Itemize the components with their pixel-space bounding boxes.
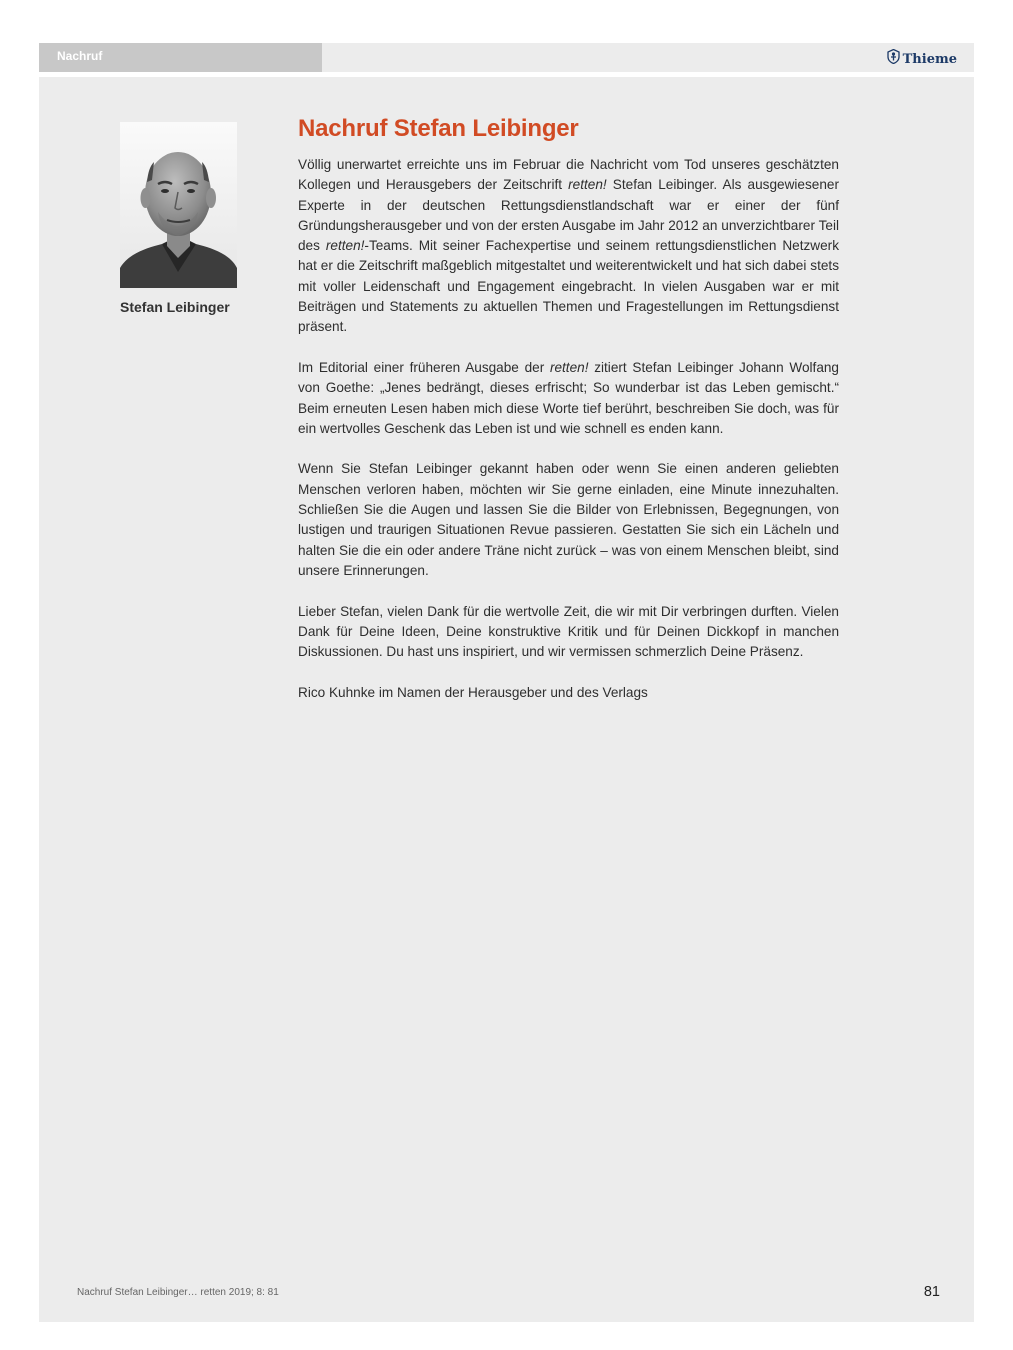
publisher-name: Thieme bbox=[902, 51, 957, 67]
thieme-logo-icon bbox=[887, 49, 900, 69]
article-page bbox=[39, 77, 974, 1322]
journal-name: retten! bbox=[325, 238, 365, 254]
page-number: 81 bbox=[923, 1284, 940, 1300]
article-body bbox=[298, 155, 839, 723]
photo-caption: Stefan Leibinger bbox=[120, 299, 230, 315]
section-label: Nachruf bbox=[39, 43, 322, 72]
paragraph: Wenn Sie Stefan Leibinger gekannt haben oder wenn Sie einen anderen geliebten Menschen verloren haben, möchten wir Sie gerne einladen, eine Minute innezuhalten. Schließen Sie die Augen und lassen Sie die Bilder von Erlebnissen, Begegnungen, von lustigen und traurigen Situationen Revue passieren. Gestatten Sie sich ein Lächeln und halten Sie die ein oder andere Träne nicht zurück – was von einem Menschen bleibt, sind unsere Erinnerungen. bbox=[298, 461, 839, 578]
journal-name: retten! bbox=[568, 177, 607, 193]
paragraph: Lieber Stefan, vielen Dank für die wertvolle Zeit, die wir mit Dir verbringen durften. Vielen Dank für Deine Ideen, Deine konstruktive Kritik und für Deinen Dickkopf in manchen Diskussionen. Du hast uns inspiriert, und wir vermissen schmerzlich Deine Präsenz. bbox=[298, 603, 839, 660]
article-title: Nachruf Stefan Leibinger bbox=[298, 115, 579, 142]
footer-citation: Nachruf Stefan Leibinger… retten 2019; 8: 81 bbox=[77, 1287, 279, 1298]
header-bar bbox=[39, 43, 974, 72]
journal-name: retten! bbox=[549, 359, 589, 375]
publisher-brand[interactable] bbox=[887, 49, 957, 69]
paragraph: Im Editorial einer früheren Ausgabe der retten! zitiert Stefan Leibinger Johann Wolfang von Goethe: „Jenes bedrängt, dieses erfrischt; So wunderbar ist das Leben gemischt.“ Beim erneuten Lesen haben mich diese Worte tief berührt, beschreiben Sie doch, was für ein wertvolles Geschenk das Leben ist und wie schnell es enden kann. bbox=[298, 359, 839, 436]
signature: Rico Kuhnke im Namen der Herausgeber und des Verlags bbox=[298, 684, 648, 700]
portrait-photo bbox=[120, 122, 237, 288]
paragraph: Völlig unerwartet erreichte uns im Februar die Nachricht vom Tod unseres geschätzten Kollegen und Herausgebers der Zeitschrift retten! Stefan Leibinger. Als ausgewiesener Experte in der deutschen Rettungsdienstlandschaft war er einer der fünf Gründungsherausgeber und von der ersten Ausgabe im Jahr 2012 an unverzichtbarer Teil des retten!-Teams. Mit seiner Fachexpertise und seinem rettungsdienstlichen Netzwerk hat er die Zeitschrift maßgeblich mitgestaltet und weiterentwickelt und hat sich dabei stets mit voller Leidenschaft und Engagement eingebracht. In vielen Ausgaben war er mit Beiträgen und Statements zu aktuellen Themen und Fragestellungen im Rettungsdienst präsent. bbox=[298, 157, 839, 335]
